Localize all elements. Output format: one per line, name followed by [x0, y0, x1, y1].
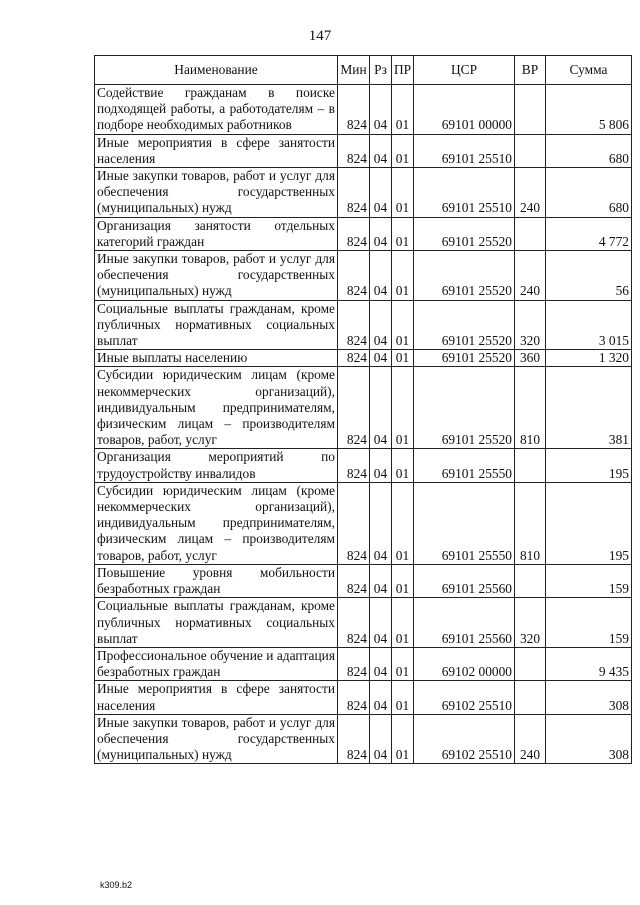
table-row	[95, 598, 632, 648]
cell-min: 824	[338, 251, 370, 301]
cell-pr: 01	[392, 598, 414, 648]
cell-pr: 01	[392, 449, 414, 482]
cell-name: Иные закупки товаров, работ и услуг для обеспечения государственных (муниципальных) нужд	[95, 714, 338, 764]
cell-csr: 69101 25520	[414, 217, 515, 250]
cell-min: 824	[338, 647, 370, 680]
cell-name: Иные выплаты населению	[95, 350, 338, 367]
cell-name: Иные мероприятия в сфере занятости населения	[95, 134, 338, 167]
cell-sum: 680	[546, 168, 632, 218]
cell-pr: 01	[392, 168, 414, 218]
cell-sum: 308	[546, 681, 632, 714]
table-row	[95, 482, 632, 564]
cell-sum: 159	[546, 564, 632, 597]
cell-csr: 69101 25560	[414, 564, 515, 597]
cell-name: Иные закупки товаров, работ и услуг для обеспечения государственных (муниципальных) нужд	[95, 251, 338, 301]
cell-min: 824	[338, 85, 370, 135]
cell-pr: 01	[392, 217, 414, 250]
cell-rz: 04	[370, 85, 392, 135]
cell-vr	[515, 134, 546, 167]
header-vr: ВР	[515, 56, 546, 85]
cell-csr: 69102 25510	[414, 681, 515, 714]
table-row	[95, 217, 632, 250]
cell-min: 824	[338, 482, 370, 564]
header-min: Мин	[338, 56, 370, 85]
cell-min: 824	[338, 217, 370, 250]
cell-vr: 810	[515, 482, 546, 564]
cell-sum: 5 806	[546, 85, 632, 135]
cell-name: Повышение уровня мобильности безработных граждан	[95, 564, 338, 597]
cell-sum: 195	[546, 482, 632, 564]
table-row	[95, 134, 632, 167]
table-row	[95, 300, 632, 350]
cell-rz: 04	[370, 449, 392, 482]
table-header-row	[95, 56, 632, 85]
cell-pr: 01	[392, 300, 414, 350]
cell-vr: 240	[515, 168, 546, 218]
table-row	[95, 647, 632, 680]
cell-csr: 69101 00000	[414, 85, 515, 135]
cell-rz: 04	[370, 168, 392, 218]
header-rz: Рз	[370, 56, 392, 85]
cell-name: Социальные выплаты гражданам, кроме публичных нормативных социальных выплат	[95, 300, 338, 350]
cell-name: Социальные выплаты гражданам, кроме публичных нормативных социальных выплат	[95, 598, 338, 648]
table-row	[95, 367, 632, 449]
cell-rz: 04	[370, 350, 392, 367]
cell-vr	[515, 217, 546, 250]
cell-rz: 04	[370, 598, 392, 648]
header-sum: Сумма	[546, 56, 632, 85]
cell-sum: 9 435	[546, 647, 632, 680]
cell-vr	[515, 449, 546, 482]
cell-rz: 04	[370, 647, 392, 680]
table-row	[95, 449, 632, 482]
cell-rz: 04	[370, 564, 392, 597]
cell-vr	[515, 681, 546, 714]
table-row	[95, 350, 632, 367]
cell-pr: 01	[392, 367, 414, 449]
cell-vr: 320	[515, 598, 546, 648]
table-row	[95, 251, 632, 301]
cell-min: 824	[338, 449, 370, 482]
table-row	[95, 85, 632, 135]
cell-rz: 04	[370, 367, 392, 449]
cell-name: Субсидии юридическим лицам (кроме некоммерческих организаций), индивидуальным предпринимателям, физическим лицам – производителям товаров, работ, услуг	[95, 367, 338, 449]
cell-csr: 69101 25560	[414, 598, 515, 648]
table-row	[95, 168, 632, 218]
cell-name: Субсидии юридическим лицам (кроме некоммерческих организаций), индивидуальным предпринимателям, физическим лицам – производителям товаров, работ, услуг	[95, 482, 338, 564]
cell-pr: 01	[392, 251, 414, 301]
cell-csr: 69102 25510	[414, 714, 515, 764]
cell-min: 824	[338, 564, 370, 597]
cell-sum: 680	[546, 134, 632, 167]
cell-csr: 69101 25550	[414, 449, 515, 482]
header-csr: ЦСР	[414, 56, 515, 85]
cell-min: 824	[338, 350, 370, 367]
cell-min: 824	[338, 367, 370, 449]
cell-csr: 69101 25520	[414, 300, 515, 350]
cell-sum: 381	[546, 367, 632, 449]
cell-min: 824	[338, 300, 370, 350]
page-number: 147	[308, 28, 332, 44]
cell-csr: 69101 25510	[414, 168, 515, 218]
cell-sum: 56	[546, 251, 632, 301]
cell-vr: 360	[515, 350, 546, 367]
cell-vr: 240	[515, 714, 546, 764]
cell-vr: 240	[515, 251, 546, 301]
cell-rz: 04	[370, 714, 392, 764]
cell-rz: 04	[370, 482, 392, 564]
cell-min: 824	[338, 598, 370, 648]
cell-csr: 69101 25520	[414, 367, 515, 449]
header-pr: ПР	[392, 56, 414, 85]
cell-vr	[515, 85, 546, 135]
cell-name: Организация мероприятий по трудоустройству инвалидов	[95, 449, 338, 482]
cell-rz: 04	[370, 251, 392, 301]
cell-name: Иные закупки товаров, работ и услуг для обеспечения государственных (муниципальных) нужд	[95, 168, 338, 218]
cell-vr	[515, 647, 546, 680]
cell-csr: 69101 25550	[414, 482, 515, 564]
cell-rz: 04	[370, 300, 392, 350]
cell-sum: 195	[546, 449, 632, 482]
cell-pr: 01	[392, 714, 414, 764]
cell-pr: 01	[392, 85, 414, 135]
cell-pr: 01	[392, 647, 414, 680]
cell-min: 824	[338, 681, 370, 714]
budget-table	[94, 55, 632, 764]
cell-sum: 159	[546, 598, 632, 648]
cell-csr: 69101 25520	[414, 350, 515, 367]
cell-pr: 01	[392, 681, 414, 714]
table-row	[95, 714, 632, 764]
cell-min: 824	[338, 714, 370, 764]
cell-name: Профессиональное обучение и адаптация безработных граждан	[95, 647, 338, 680]
cell-sum: 3 015	[546, 300, 632, 350]
cell-sum: 4 772	[546, 217, 632, 250]
cell-pr: 01	[392, 482, 414, 564]
cell-vr: 810	[515, 367, 546, 449]
cell-name: Организация занятости отдельных категорий граждан	[95, 217, 338, 250]
cell-vr	[515, 564, 546, 597]
header-name: Наименование	[95, 56, 338, 85]
cell-csr: 69101 25510	[414, 134, 515, 167]
cell-name: Содействие гражданам в поиске подходящей работы, а работодателям – в подборе необходимых работников	[95, 85, 338, 135]
cell-vr: 320	[515, 300, 546, 350]
cell-rz: 04	[370, 134, 392, 167]
cell-pr: 01	[392, 134, 414, 167]
cell-rz: 04	[370, 217, 392, 250]
cell-csr: 69101 25520	[414, 251, 515, 301]
cell-min: 824	[338, 134, 370, 167]
cell-sum: 1 320	[546, 350, 632, 367]
footer-code: k309.b2	[100, 880, 133, 890]
cell-pr: 01	[392, 350, 414, 367]
table-row	[95, 564, 632, 597]
cell-pr: 01	[392, 564, 414, 597]
cell-name: Иные мероприятия в сфере занятости населения	[95, 681, 338, 714]
cell-csr: 69102 00000	[414, 647, 515, 680]
cell-min: 824	[338, 168, 370, 218]
cell-sum: 308	[546, 714, 632, 764]
table-row	[95, 681, 632, 714]
cell-rz: 04	[370, 681, 392, 714]
